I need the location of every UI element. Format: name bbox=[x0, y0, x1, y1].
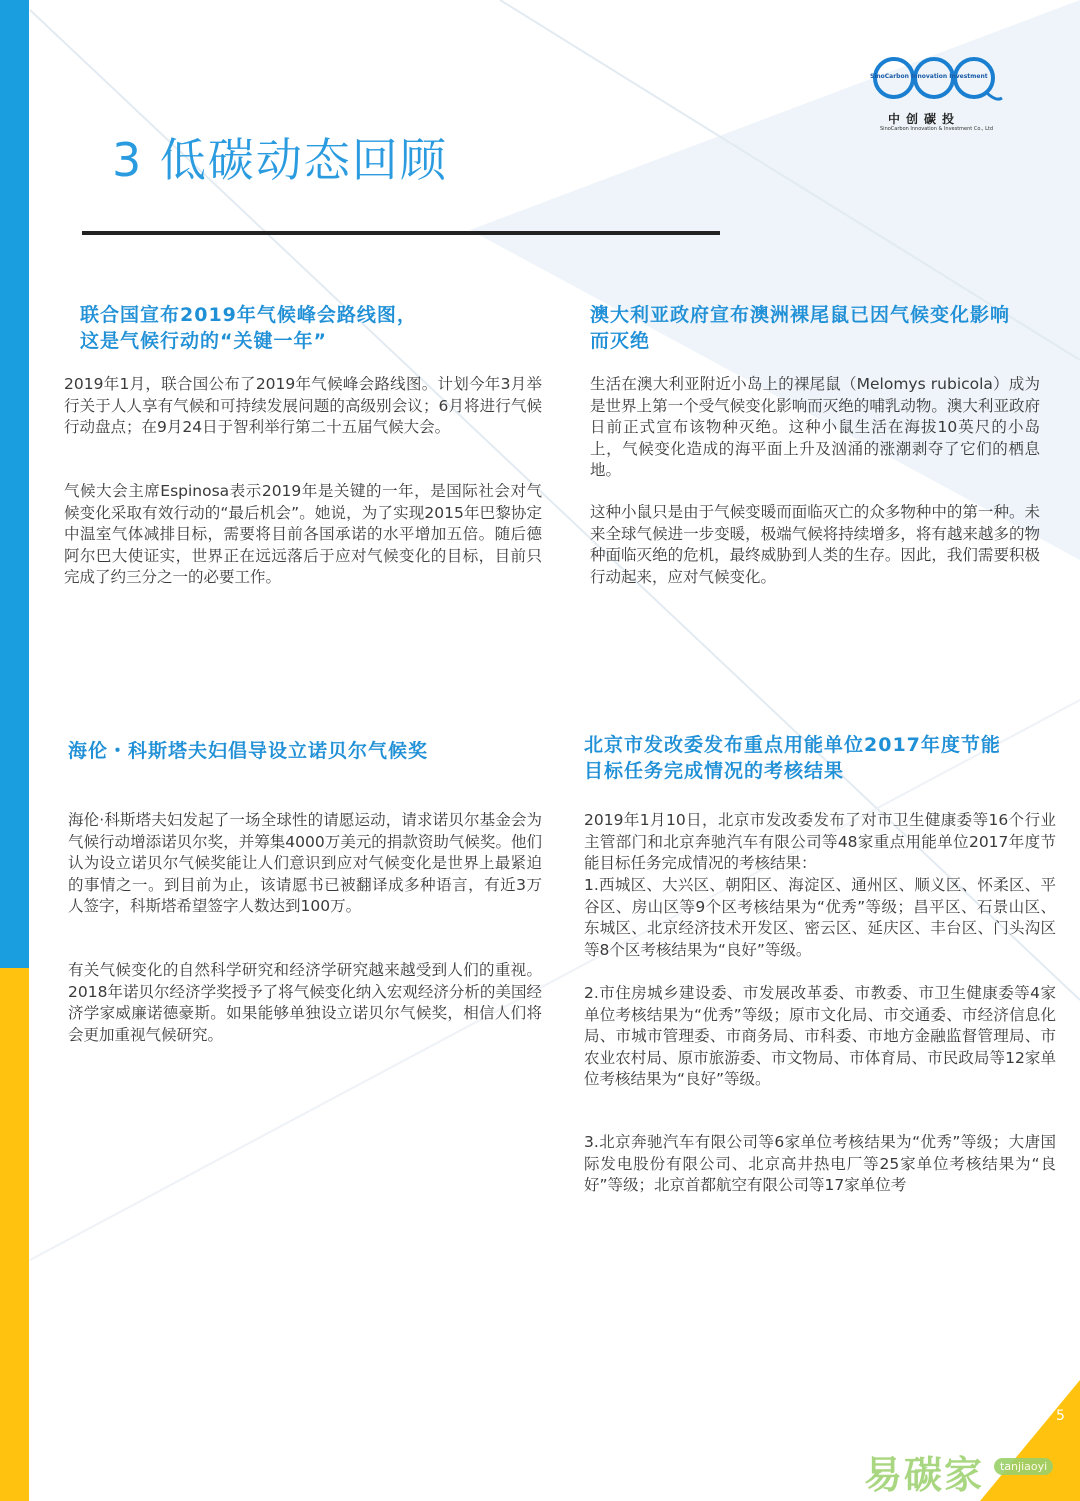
article-4-paragraph: 1.西城区、大兴区、朝阳区、海淀区、通州区、顺义区、怀柔区、平谷区、房山区等9个区考核结果为“优秀”等级；昌平区、石景山区、东城区、北京经济技术开发区、密云区、延庆区、丰台区、门头沟区等8个区考核结果为“良好”等级。 bbox=[584, 876, 1056, 959]
headline-line: 目标任务完成情况的考核结果 bbox=[584, 760, 845, 782]
left-accent-bar-yellow bbox=[0, 968, 29, 1501]
section-divider bbox=[82, 231, 720, 235]
article-1-paragraph: 气候大会主席Espinosa表示2019年是关键的一年，是国际社会对气候变化采取有效行动的“最后机会”。她说，为了实现2015年巴黎协定中温室气体减排目标，需要将目前各国承诺的水平增加五倍。随后德阿尔巴大使证实，世界正在远远落后于应对气候变化的目标，目前只完成了约三分之一的必要工作。 bbox=[64, 482, 542, 586]
watermark-subtext: tanjiaoyi bbox=[994, 1458, 1053, 1475]
headline-line: 澳大利亚政府宣布澳洲裸尾鼠已因气候变化影响 bbox=[590, 304, 1011, 326]
section-title: 3 低碳动态回顾 bbox=[112, 133, 448, 187]
logo-english-name: SinoCarbon Innovation Investment bbox=[870, 73, 988, 80]
article-1-headline bbox=[80, 302, 540, 354]
headline-line: 而灭绝 bbox=[590, 330, 651, 352]
article-4-paragraph: 2.市住房城乡建设委、市发展改革委、市教委、市卫生健康委等4家单位考核结果为“优秀”等级；原市文化局、市交通委、市经济信息化局、市城市管理委、市商务局、市科委、市地方金融监督管理局、市农业农村局、原市旅游委、市文物局、市体育局、市民政局等12家单位考核结果为“良好”等级。 bbox=[584, 984, 1056, 1088]
article-3-paragraph: 海伦·科斯塔夫妇发起了一场全球性的请愿运动，请求诺贝尔基金会为气候行动增添诺贝尔奖，并筹集4000万美元的捐款资助气候奖。他们认为设立诺贝尔气候奖能让人们意识到应对气候变化是世界上最紧迫的事情之一。到目前为止，该请愿书已被翻译成多种语言，有近3万人签字，科斯塔希望签字人数达到100万。 bbox=[68, 811, 542, 915]
article-4-paragraph: 3.北京奔驰汽车有限公司等6家单位考核结果为“优秀”等级；大唐国际发电股份有限公司、北京高井热电厂等25家单位考核结果为“良好”等级；北京首都航空有限公司等17家单位考 bbox=[584, 1133, 1056, 1194]
logo-chinese-name: 中创碳投 bbox=[888, 112, 961, 126]
headline-line: 海伦・科斯塔夫妇倡导设立诺贝尔气候奖 bbox=[68, 740, 429, 762]
article-2-headline bbox=[590, 302, 1060, 354]
headline-line: 北京市发改委发布重点用能单位2017年度节能 bbox=[584, 734, 1001, 756]
headline-line: 这是气候行动的“关键一年” bbox=[80, 330, 327, 352]
page-number: 5 bbox=[1056, 1408, 1065, 1424]
article-1-paragraph: 2019年1月，联合国公布了2019年气候峰会路线图。计划今年3月举行关于人人享有气候和可持续发展问题的高级别会议；6月将进行气候行动盘点；在9月24日于智利举行第二十五届气候大会。 bbox=[64, 375, 542, 436]
headline-line: 联合国宣布2019年气候峰会路线图， bbox=[80, 304, 417, 326]
article-4-paragraph: 2019年1月10日，北京市发改委发布了对市卫生健康委等16个行业主管部门和北京奔驰汽车有限公司等48家重点用能单位2017年度节能目标任务完成情况的考核结果： bbox=[584, 811, 1056, 872]
article-2-paragraph: 这种小鼠只是由于气候变暖而面临灭亡的众多物种中的第一种。未来全球气候进一步变暖，极端气候将持续增多，将有越来越多的物种面临灭绝的危机，最终威胁到人类的生存。因此，我们需要积极行动起来，应对气候变化。 bbox=[590, 503, 1040, 586]
article-4-headline bbox=[584, 732, 1054, 784]
article-3-headline bbox=[68, 738, 538, 764]
article-2-paragraph: 生活在澳大利亚附近小岛上的裸尾鼠（Melomys rubicola）成为是世界上第一个受气候变化影响而灭绝的哺乳动物。澳大利亚政府日前正式宣布该物种灭绝。这种小鼠生活在海拔10英尺的小岛上，气候变化造成的海平面上升及汹涌的涨潮剥夺了它们的栖息地。 bbox=[590, 375, 1040, 479]
logo-subtitle: SinoCarbon Innovation & Investment Co., Ltd bbox=[880, 126, 994, 132]
article-3-paragraph: 有关气候变化的自然科学研究和经济学研究越来越受到人们的重视。2018年诺贝尔经济学奖授予了将气候变化纳入宏观经济分析的美国经济学家威廉诺德豪斯。如果能够单独设立诺贝尔气候奖，相信人们将会更加重视气候研究。 bbox=[68, 961, 542, 1044]
left-accent-bar-blue bbox=[0, 0, 29, 968]
watermark-logo: 易碳家 bbox=[864, 1453, 985, 1497]
